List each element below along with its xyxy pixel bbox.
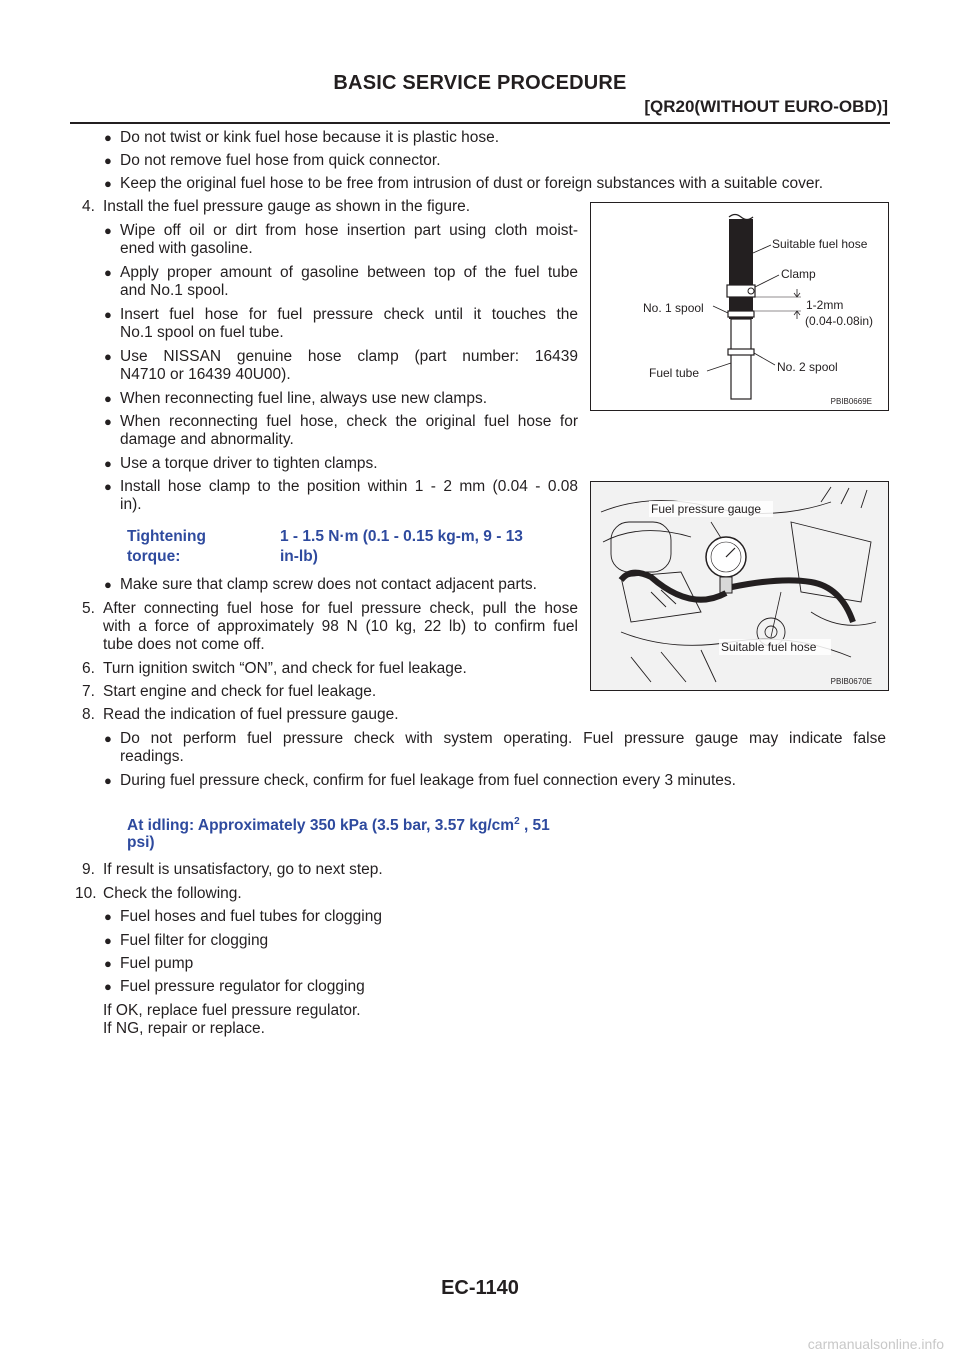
list-item: Do not remove fuel hose from quick connector. — [120, 152, 441, 169]
list-item: Keep the original fuel hose to be free from intrusion of dust or foreign substances with a suitable cover. — [120, 175, 824, 192]
bullet-icon: ● — [104, 773, 112, 788]
list-item: Fuel pressure regulator for clogging — [120, 978, 365, 995]
label-dim1: 1-2mm — [806, 298, 844, 312]
list-item: Make sure that clamp screw does not contact adjacent parts. — [120, 576, 537, 593]
label-dim2: (0.04-0.08in) — [805, 314, 874, 328]
step-text-cont: tube does not come off. — [103, 636, 265, 653]
list-item-cont: ened with gasoline. — [120, 240, 253, 257]
list-item: Do not twist or kink fuel hose because it is plastic hose. — [120, 129, 500, 146]
step-number: 5. — [82, 600, 95, 617]
bullet-icon: ● — [104, 349, 112, 364]
result-ok: If OK, replace fuel pressure regulator. — [103, 1002, 361, 1019]
bullet-icon: ● — [104, 479, 112, 494]
list-item: When reconnecting fuel hose, check the original fuel hose for — [120, 413, 578, 430]
step-number: 10. — [75, 885, 97, 902]
torque-value: 1 - 1.5 N·m (0.1 - 0.15 kg-m, 9 - 13 — [280, 528, 523, 545]
list-item: Apply proper amount of gasoline between top of the fuel tube — [120, 264, 578, 281]
figure-pressure-gauge — [590, 481, 889, 691]
spec-text: , 51 — [519, 817, 550, 835]
bullet-icon: ● — [104, 391, 112, 406]
bullet-icon: ● — [104, 223, 112, 238]
result-ng: If NG, repair or replace. — [103, 1020, 265, 1037]
bullet-icon: ● — [104, 731, 112, 746]
spec-superscript: 2 — [514, 816, 520, 827]
list-item: Install hose clamp to the position within 1 - 2 mm (0.04 - 0.08 — [120, 478, 578, 495]
step-number: 4. — [82, 198, 95, 215]
list-item: Fuel hoses and fuel tubes for clogging — [120, 908, 382, 925]
label-spool1: No. 1 spool — [643, 301, 704, 315]
bullet-icon: ● — [104, 130, 112, 145]
bullet-icon: ● — [104, 176, 112, 191]
list-item-cont: damage and abnormality. — [120, 431, 294, 448]
list-item-cont: in). — [120, 496, 142, 513]
bullet-icon: ● — [104, 307, 112, 322]
list-item-cont: and No.1 spool. — [120, 282, 229, 299]
label-hose2: Suitable fuel hose — [721, 640, 817, 654]
figure-code: PBIB0670E — [830, 677, 872, 686]
list-item: Do not perform fuel pressure check with system operating. Fuel pressure gauge may indicate false — [120, 730, 886, 747]
idle-pressure-spec — [127, 812, 550, 836]
step-number: 6. — [82, 660, 95, 677]
list-item-cont: readings. — [120, 748, 184, 765]
header-rule — [70, 122, 890, 124]
step-number: 7. — [82, 683, 95, 700]
label-spool2: No. 2 spool — [777, 360, 838, 374]
bullet-icon: ● — [104, 456, 112, 471]
list-item-cont: No.1 spool on fuel tube. — [120, 324, 284, 341]
step-text-cont: with a force of approximately 98 N (10 kg, 22 lb) to confirm fuel — [103, 618, 578, 635]
figure-hose-clamp — [590, 202, 889, 411]
step-number: 9. — [82, 861, 95, 878]
list-item: During fuel pressure check, confirm for fuel leakage from fuel connection every 3 minutes. — [120, 772, 736, 789]
step-text: Turn ignition switch “ON”, and check for fuel leakage. — [103, 660, 467, 677]
torque-label: Tightening — [127, 528, 206, 545]
idle-pressure-spec-cont: psi) — [127, 834, 155, 851]
hose-clamp-diagram — [591, 203, 888, 410]
list-item: Use a torque driver to tighten clamps. — [120, 455, 378, 472]
step-text: Start engine and check for fuel leakage. — [103, 683, 377, 700]
list-item: Fuel pump — [120, 955, 194, 972]
step-text: After connecting fuel hose for fuel pressure check, pull the hose — [103, 600, 578, 617]
page-subtitle: [QR20(WITHOUT EURO-OBD)] — [644, 97, 888, 116]
bullet-icon: ● — [104, 265, 112, 280]
list-item: Insert fuel hose for fuel pressure check until it touches the — [120, 306, 578, 323]
figure-code: PBIB0669E — [830, 397, 872, 406]
label-clamp: Clamp — [781, 267, 816, 281]
bullet-icon: ● — [104, 414, 112, 429]
step-text: Check the following. — [103, 885, 242, 902]
label-hose: Suitable fuel hose — [772, 237, 868, 251]
list-item: When reconnecting fuel line, always use new clamps. — [120, 390, 488, 407]
step-number: 8. — [82, 706, 95, 723]
torque-value-cont: in-lb) — [280, 548, 318, 565]
list-item: Wipe off oil or dirt from hose insertion part using cloth moist- — [120, 222, 578, 239]
bullet-icon: ● — [104, 577, 112, 592]
bullet-icon: ● — [104, 933, 112, 948]
list-item: Use NISSAN genuine hose clamp (part number: 16439 — [120, 348, 578, 365]
watermark: carmanualsonline.info — [807, 1336, 944, 1352]
label-tube: Fuel tube — [649, 366, 700, 380]
spec-text: At idling: Approximately 350 kPa (3.5 bar, 3.57 kg/cm — [127, 817, 515, 835]
page-title: BASIC SERVICE PROCEDURE — [333, 72, 627, 94]
pressure-gauge-illustration — [591, 482, 888, 690]
bullet-icon: ● — [104, 153, 112, 168]
bullet-icon: ● — [104, 909, 112, 924]
step-text: Install the fuel pressure gauge as shown in the figure. — [103, 198, 471, 215]
page-number: EC-1140 — [441, 1277, 519, 1299]
bullet-icon: ● — [104, 956, 112, 971]
list-item-cont: N4710 or 16439 40U00). — [120, 366, 291, 383]
step-text: Read the indication of fuel pressure gauge. — [103, 706, 399, 723]
label-gauge: Fuel pressure gauge — [651, 502, 762, 516]
list-item: Fuel filter for clogging — [120, 932, 269, 949]
bullet-icon: ● — [104, 979, 112, 994]
torque-label-cont: torque: — [127, 548, 181, 565]
step-text: If result is unsatisfactory, go to next step. — [103, 861, 383, 878]
